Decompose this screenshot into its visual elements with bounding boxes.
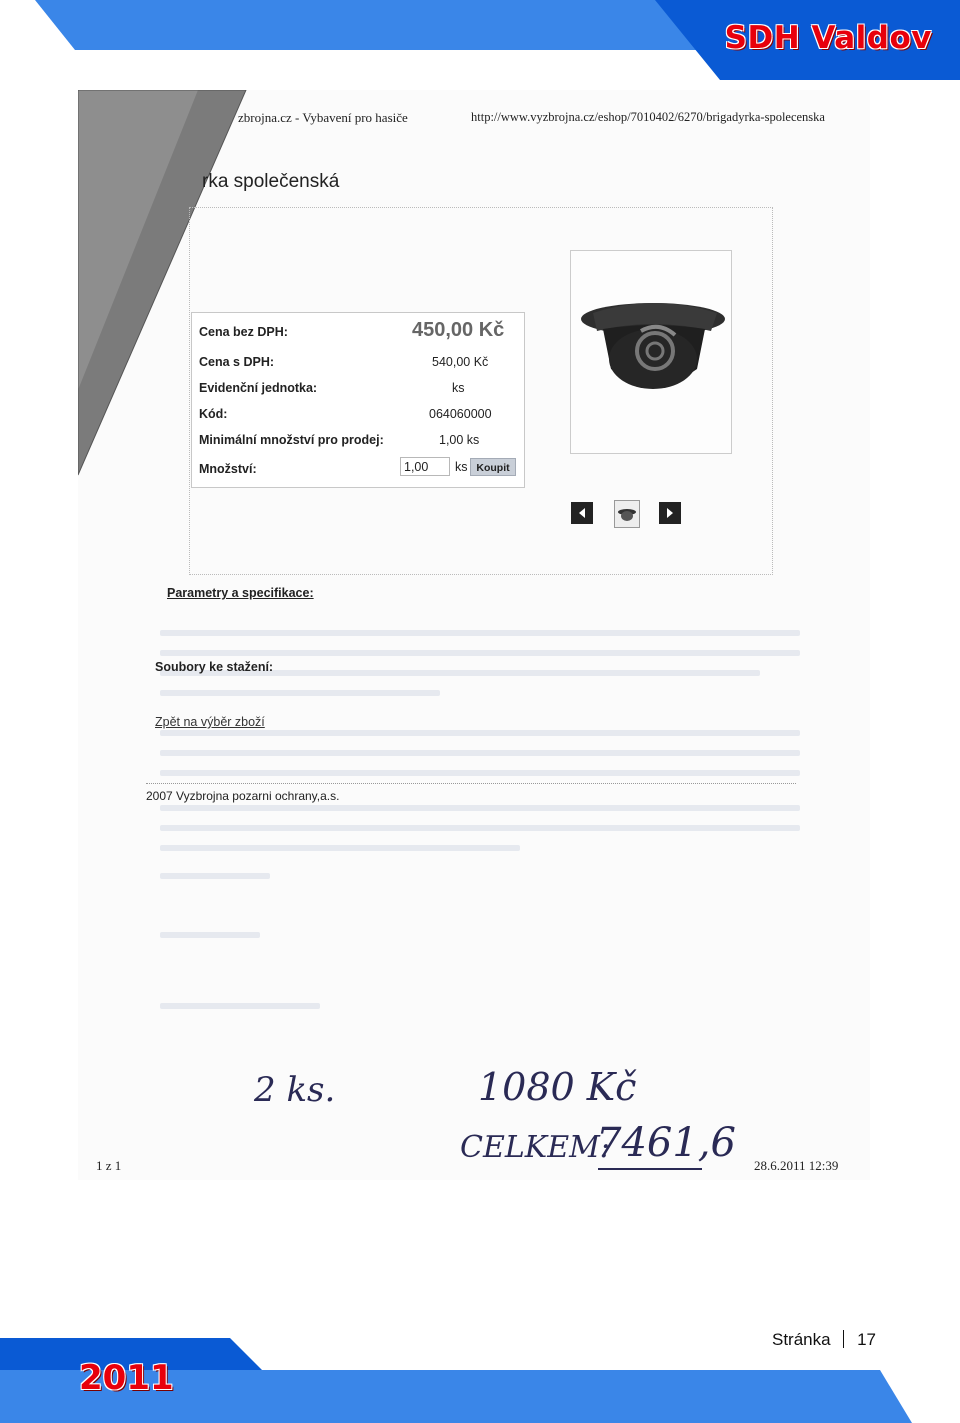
min-qty-value: 1,00 ks — [439, 433, 480, 447]
price-no-vat-value: 450,00 Kč — [412, 319, 505, 341]
divider — [146, 783, 796, 784]
back-link[interactable]: Zpět na výběr zboží — [155, 715, 265, 729]
price-vat-value: 540,00 Kč — [432, 355, 489, 369]
handwritten-underline — [598, 1168, 702, 1170]
arrow-left-icon — [571, 502, 593, 524]
buy-button[interactable]: Koupit — [470, 458, 516, 476]
page-number: 17 — [857, 1330, 876, 1349]
min-qty-label: Minimální množství pro prodej: — [199, 433, 384, 447]
image-thumbnail[interactable] — [614, 500, 640, 528]
browser-title: zbrojna.cz - Vybavení pro hasiče — [238, 110, 408, 125]
quantity-label: Množství: — [199, 462, 257, 476]
prev-image-button[interactable] — [571, 502, 593, 524]
bleed-through-line — [160, 650, 800, 656]
bleed-through-line — [160, 825, 800, 831]
files-heading: Soubory ke stažení: — [155, 660, 274, 674]
bleed-through-line — [160, 845, 520, 851]
handwritten-total-value: 7461,6 — [596, 1120, 736, 1166]
price-vat-label: Cena s DPH: — [199, 355, 275, 369]
print-datetime: 28.6.2011 12:39 — [754, 1158, 839, 1173]
unit-value: ks — [452, 381, 465, 395]
bleed-through-line — [160, 805, 800, 811]
params-heading[interactable]: Parametry a specifikace: — [167, 586, 314, 600]
handwritten-amount: 1080 Kč — [478, 1065, 637, 1109]
arrow-right-icon — [659, 502, 681, 524]
code-value: 064060000 — [429, 407, 492, 421]
product-title: rka společenská — [202, 171, 340, 192]
bleed-through-line — [160, 932, 260, 938]
quantity-unit: ks — [455, 460, 468, 474]
product-image-frame — [570, 250, 732, 454]
scanned-page — [78, 90, 870, 1180]
bleed-through-line — [160, 690, 440, 696]
copyright: 2007 Vyzbrojna pozarni ochrany,a.s. — [146, 789, 340, 803]
bleed-through-line — [160, 750, 800, 756]
bleed-through-line — [160, 1003, 320, 1009]
code-label: Kód: — [199, 407, 228, 421]
bleed-through-line — [160, 730, 800, 736]
year-label: 2011 — [79, 1358, 174, 1398]
page-url: http://www.vyzbrojna.cz/eshop/7010402/6270/brigadyrka-spolecenska — [471, 110, 825, 124]
bleed-through-line — [160, 873, 270, 879]
handwritten-total-label: CELKEM: — [460, 1130, 610, 1165]
handwritten-quantity: 2 ks. — [254, 1070, 336, 1110]
bleed-through-line — [160, 770, 800, 776]
page-label-text: Stránka — [772, 1330, 831, 1349]
unit-label: Evidenční jednotka: — [199, 381, 318, 395]
bleed-through-line — [160, 630, 800, 636]
next-image-button[interactable] — [659, 502, 681, 524]
brand-title: SDH Valdov — [724, 20, 932, 56]
price-no-vat-label: Cena bez DPH: — [199, 325, 288, 339]
cap-thumbnail-icon — [615, 501, 639, 527]
quantity-input[interactable]: 1,00 — [400, 457, 450, 476]
page-count: 1 z 1 — [96, 1158, 122, 1173]
cap-icon — [571, 251, 731, 453]
